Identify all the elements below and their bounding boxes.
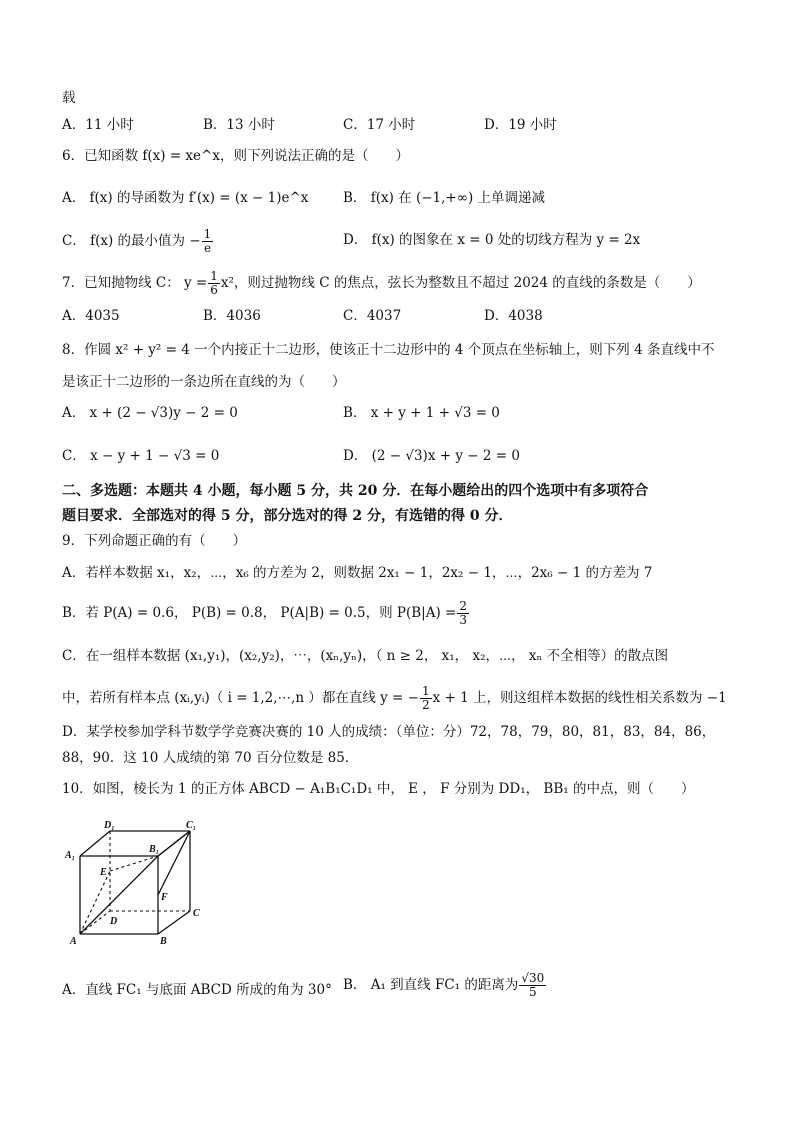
q7-denominator: 6: [210, 283, 218, 297]
q7-numerator: 1: [210, 269, 218, 283]
q7-option-a: A．4035: [62, 308, 120, 324]
q7-option-c: C．4037: [343, 308, 402, 324]
label-d1: D₁: [104, 820, 115, 831]
label-a: A: [70, 936, 77, 947]
q6-stem: 6．已知函数 f(x) = xe^x，则下列说法正确的是（ ）: [62, 148, 409, 164]
q9-b-denominator: 3: [459, 613, 467, 627]
q9-c2-numerator: 1: [421, 684, 430, 698]
edge-b1c1-dup: [158, 831, 190, 856]
label-c: C: [193, 908, 200, 919]
q7-stem-pre: 7．已知抛物线 C： y =: [62, 275, 208, 291]
q8-option-b: B． x + y + 1 + √3 = 0: [343, 405, 500, 421]
label-b: B: [160, 936, 167, 947]
q10-b-denominator: 5: [529, 985, 537, 999]
q10-b-fraction: [519, 972, 546, 999]
label-e: E: [100, 867, 107, 878]
hidden-edge-ad: [80, 911, 110, 934]
q8-option-a: A． x + (2 − √3)y − 2 = 0: [62, 405, 238, 421]
q7-option-b: B．4036: [203, 308, 261, 324]
cube-figure: [62, 818, 212, 948]
q9-option-d-line2: 88，90．这 10 人成绩的第 70 百分位数是 85．: [62, 750, 359, 766]
q9-option-a: A．若样本数据 x₁，x₂，⋯，x₆ 的方差为 2，则数据 2x₁ − 1，2x₂ − 1，⋯，2x₆ − 1 的方差为 7: [62, 565, 653, 581]
q10-option-a: A．直线 FC₁ 与底面 ABCD 所成的角为 30°: [62, 982, 332, 998]
q9-stem: 9．下列命题正确的有（ ）: [62, 533, 247, 549]
q8-option-d: D． (2 − √3)x + y − 2 = 0: [343, 448, 520, 464]
label-f: F: [161, 892, 168, 903]
q9-c2-denominator: 2: [421, 698, 430, 712]
q9-option-d-line1: D．某学校参加学科节数学学竞赛决赛的 10 人的成绩：（单位：分）72，78，79，80，81，83，84，86，: [62, 724, 716, 740]
q6-c-denominator: e: [203, 241, 212, 255]
q5-option-d: D．19 小时: [484, 117, 557, 133]
q9-b-fraction: [457, 600, 469, 627]
q9-option-c-line2: [62, 685, 727, 712]
q7-stem: [62, 270, 701, 297]
q6-option-a: A． f(x) 的导函数为 f′(x) = (x − 1)e^x: [62, 190, 309, 206]
q6-option-b: B． f(x) 在 (−1,+∞) 上单调递减: [343, 190, 546, 206]
q6-option-c-fraction: [202, 228, 214, 255]
q6-option-c: [62, 228, 214, 255]
q9-option-b: [62, 600, 470, 627]
hidden-segment-ae: [80, 871, 110, 934]
q6-option-d: D． f(x) 的图象在 x = 0 处的切线方程为 y = 2x: [343, 232, 641, 248]
label-a1: A₁: [65, 850, 76, 861]
edge-a1d1: [80, 831, 110, 856]
q7-option-d: D．4038: [484, 308, 543, 324]
label-d: D: [110, 916, 118, 927]
q9-b-numerator: 2: [459, 599, 467, 613]
segment-c1f: [158, 831, 190, 895]
q8-option-c: C． x − y + 1 − √3 = 0: [62, 448, 220, 464]
q10-option-b: [343, 972, 547, 999]
q10-option-b-text: B． A₁ 到直线 FC₁ 的距离为: [343, 977, 519, 993]
q6-c-numerator: 1: [203, 227, 212, 241]
q9-option-b-text: B．若 P(A) = 0.6， P(B) = 0.8， P(A|B) = 0.5，则 P(B|A) =: [62, 605, 457, 621]
carry-over-text: 载: [62, 90, 76, 106]
q9-c2-post: x + 1 上，则这组样本数据的线性相关系数为 −1: [432, 690, 727, 706]
q6-option-c-text: C． f(x) 的最小值为 −: [62, 233, 201, 249]
label-b1: B₁: [149, 844, 160, 855]
q7-stem-post: x²，则过抛物线 C 的焦点，弦长为整数且不超过 2024 的直线的条数是（ ）: [220, 275, 701, 291]
label-c1: C₁: [186, 820, 197, 831]
q9-option-c-line1: C．在一组样本数据 (x₁,y₁)，(x₂,y₂)，⋯，(xₙ,yₙ)，（ n ≥ 2， x₁， x₂，⋯， xₙ 不全相等）的散点图: [62, 648, 669, 664]
section2-heading-line2: 题目要求．全部选对的得 5 分，部分选对的得 2 分，有选错的得 0 分．: [62, 508, 513, 524]
q8-stem-line2: 是该正十二边形的一条边所在直线的为（ ）: [62, 374, 346, 390]
q10-stem: 10．如图，棱长为 1 的正方体 ABCD − A₁B₁C₁D₁ 中， E ， F 分别为 DD₁， BB₁ 的中点，则（ ）: [62, 781, 695, 797]
q9-c2-pre: 中，若所有样本点 (xᵢ,yᵢ)（ i = 1,2,⋯,n ）都在直线 y = −: [62, 690, 419, 706]
q5-option-c: C．17 小时: [343, 117, 416, 133]
q10-b-numerator: √30: [521, 971, 545, 985]
section2-heading-line1: 二、多选题：本题共 4 小题，每小题 5 分，共 20 分．在每小题给出的四个选项中有多项符合: [62, 483, 649, 499]
q7-fraction: [208, 270, 220, 297]
segment-ab1: [80, 856, 158, 934]
edge-bc: [158, 911, 190, 934]
q5-option-a: A．11 小时: [62, 117, 134, 133]
q8-stem-line1: 8．作圆 x² + y² = 4 一个内接正十二边形，使该正十二边形中的 4 个顶点在坐标轴上，则下列 4 条直线中不: [62, 342, 715, 358]
q5-option-b: B．13 小时: [203, 117, 275, 133]
q9-c2-fraction: [420, 685, 432, 712]
